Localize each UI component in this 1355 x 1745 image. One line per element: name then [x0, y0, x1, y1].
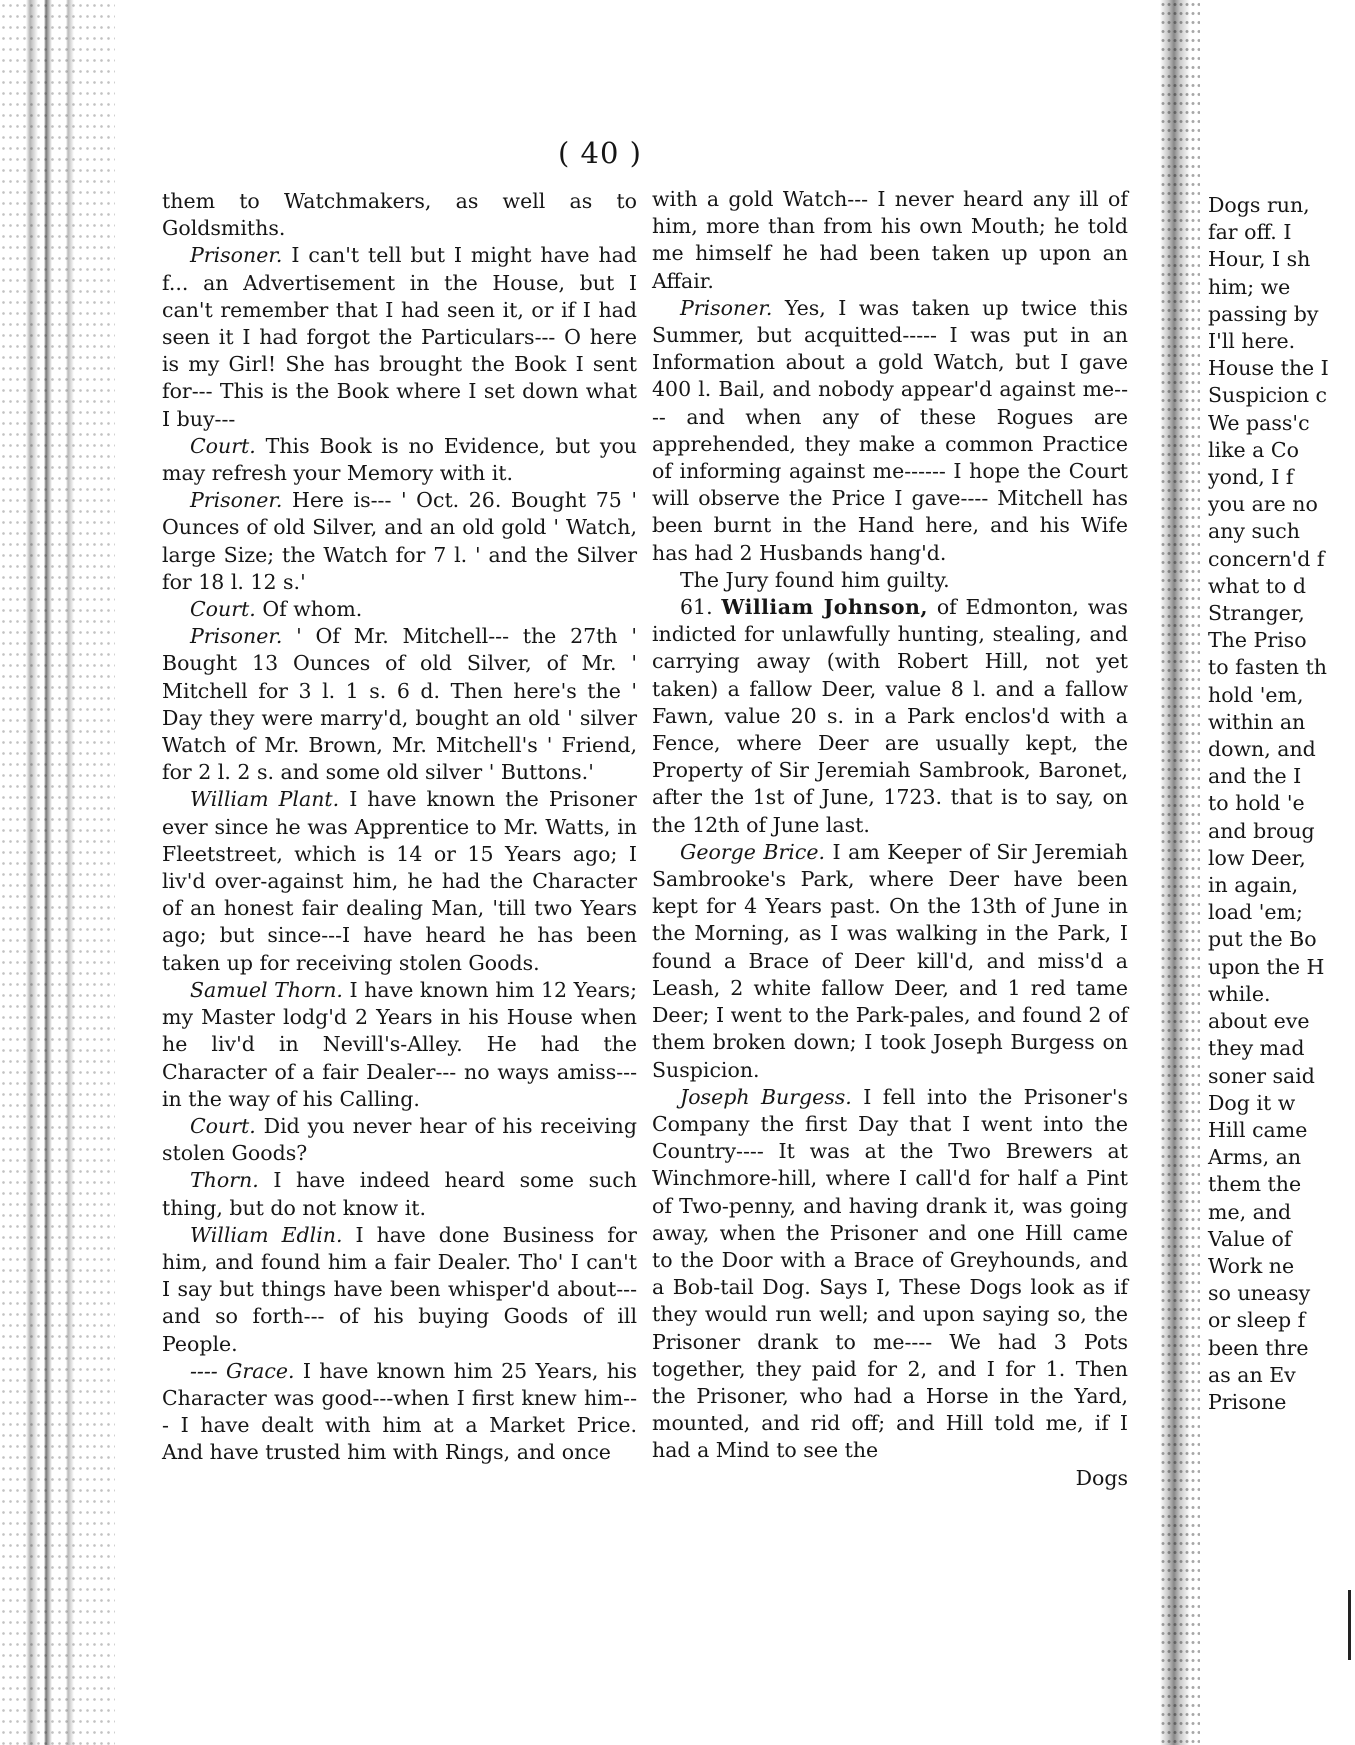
text-line: load 'em; [1208, 900, 1303, 925]
text-line: and broug [1208, 818, 1315, 843]
paragraph: Prisoner. ' Of Mr. Mitchell--- the 27th ' Bought 13 Ounces of old Silver, of Mr. ' Mitchell for 3 l. 1 s. 6 d. Then here's the ' Day they were marry'd, bought an old ' silver Watch of Mr. Brown, Mr. Mitchell's ' Friend, for 2 l. 2 s. and some old silver ' Buttons.' [162, 624, 637, 785]
text-line: Work ne [1208, 1253, 1295, 1278]
binding-shadow-right [1160, 0, 1200, 1745]
text-line: low Deer, [1208, 845, 1306, 870]
text-line: Suspicion c [1208, 383, 1328, 408]
defendant-name: William Johnson, [721, 595, 929, 620]
text-line: down, and [1208, 737, 1316, 762]
text-line: while. [1208, 981, 1271, 1006]
text-line: in again, [1208, 873, 1299, 898]
text-line: The Priso [1208, 628, 1307, 653]
text-line: Dogs run, [1208, 193, 1310, 217]
text-line: Hour, I sh [1208, 247, 1311, 272]
middle-column [652, 186, 1128, 1492]
case-number: 61. [680, 595, 713, 620]
text-line: within an [1208, 709, 1306, 734]
paragraph: them to Watchmakers, as well as to Goldsmiths. [162, 189, 637, 241]
right-column-fragment [1208, 192, 1355, 1416]
paragraph: Court. This Book is no Evidence, but you may refresh your Memory with it. [162, 433, 637, 486]
text-line: upon the H [1208, 954, 1325, 979]
text-line: concern'd f [1208, 546, 1325, 571]
text-line: House the I [1208, 356, 1329, 381]
speaker-name: William Edlin. [190, 1222, 343, 1247]
text-line: been thre [1208, 1335, 1309, 1360]
text-line: Value of [1208, 1226, 1292, 1251]
text-line: to fasten th [1208, 655, 1327, 680]
text-line: put the Bo [1208, 927, 1317, 952]
text-line: Prisone [1208, 1389, 1287, 1414]
text-line: any such [1208, 519, 1300, 544]
verdict: The Jury found him guilty. [680, 567, 950, 592]
paragraph: William Edlin. I have done Business for him, and found him a fair Dealer. Tho' I can't I say but things have been whisper'd about--- and so forth--- of his buying Goods of ill People. [162, 1222, 637, 1356]
speaker-name: Samuel Thorn. [190, 977, 343, 1002]
speaker-name: Prisoner. [190, 488, 283, 513]
text-line: far off. I [1208, 220, 1292, 245]
text-line: passing by [1208, 301, 1319, 326]
speaker-name: Thorn. [190, 1168, 259, 1193]
speaker-name: Court. [190, 433, 256, 458]
speaker-name: George Brice. [680, 839, 825, 864]
text-line: soner said [1208, 1063, 1315, 1088]
text-line: you are no [1208, 492, 1318, 517]
text-line: so uneasy [1208, 1281, 1311, 1306]
speaker-name: Court. [190, 1113, 256, 1138]
indictment-paragraph: 61. William Johnson, of Edmonton, was indicted for unlawfully hunting, stealing, and carrying away (with Robert Hill, not yet taken) a fallow Deer, value 8 l. and a fallow Fawn, value 20 s. in a Park enclos'd with a Fence, where Deer are usually kept, the Property of Sir Jeremiah Sambrook, Baronet, after the 1st of June, 1723. that is to say, on the 12th of June last. [652, 595, 1128, 837]
text-line: yond, I f [1208, 465, 1294, 490]
text-line: Stranger, [1208, 601, 1305, 626]
paragraph: with a gold Watch--- I never heard any ill of him, more than from his own Mouth; he told me himself he had been taken up upon an Affair. [652, 187, 1128, 293]
speaker-name: ---- Grace. [190, 1358, 295, 1383]
speaker-name: Court. [190, 597, 256, 622]
edge-mark [1348, 1590, 1351, 1660]
paragraph: Thorn. I have indeed heard some such thing, but do not know it. [162, 1168, 637, 1220]
text-line: We pass'c [1208, 410, 1310, 435]
text-line: about eve [1208, 1009, 1310, 1034]
text-line: Dog it w [1208, 1090, 1296, 1115]
speaker-name: Joseph Burgess. [680, 1084, 852, 1109]
text-line: him; we [1208, 274, 1291, 299]
text-line: they mad [1208, 1036, 1305, 1061]
left-column [162, 188, 637, 1467]
catchword: Dogs [1075, 1465, 1128, 1490]
paragraph: ---- Grace. I have known him 25 Years, his Character was good---when I first knew him--- I have dealt with him at a Market Price. And have trusted him with Rings, and once [162, 1358, 637, 1465]
paragraph: Court. Did you never hear of his receiving stolen Goods? [162, 1113, 637, 1166]
text-line: what to d [1208, 573, 1306, 598]
text-line: Arms, an [1208, 1145, 1302, 1170]
page-number: ( 40 ) [558, 136, 642, 170]
speaker-name: Prisoner. [190, 624, 283, 649]
text-line: and the I [1208, 764, 1302, 789]
text-line: or sleep f [1208, 1308, 1306, 1333]
paragraph: Prisoner. Yes, I was taken up twice this Summer, but acquitted----- I was put in an Information about a gold Watch, but I gave 400 l. Bail, and nobody appear'd against me---- and when any of these Rogues are apprehended, they make a common Practice of informing against me------ I hope the Court will observe the Price I gave---- Mitchell has been burnt in the Hand here, and his Wife has had 2 Husbands hang'd. [652, 295, 1128, 565]
text-line: I'll here. [1208, 329, 1296, 354]
speaker-name: William Plant. [190, 787, 340, 812]
paragraph: Samuel Thorn. I have known him 12 Years; my Master lodg'd 2 Years in his House when he liv'd in Nevill's-Alley. He had the Character of a fair Dealer--- no ways amiss--- in the way of his Calling. [162, 977, 637, 1111]
speaker-name: Prisoner. [680, 295, 773, 320]
paragraph: Court. Of whom. [190, 597, 363, 622]
binding-shadow-left [0, 0, 115, 1745]
text-line: me, and [1208, 1199, 1292, 1224]
text-line: Hill came [1208, 1117, 1308, 1142]
speaker-name: Prisoner. [190, 243, 283, 268]
paragraph: Prisoner. I can't tell but I might have had f... an Advertisement in the House, but I can't remember that I had seen it, or if I had seen it I had forgot the Particulars--- O here is my Girl! She has brought the Book I sent for--- This is the Book where I set down what I buy--- [162, 243, 637, 431]
paragraph: Joseph Burgess. I fell into the Prisoner's Company the first Day that I went into the Country---- It was at the Two Brewers at Winchmore-hill, where I call'd for half a Pint of Two-penny, and having drank it, was going away, when the Prisoner and one Hill came to the Door with a Brace of Greyhounds, and a Bob-tail Dog. Says I, These Dogs look as if they would run well; and upon saying so, the Prisoner drank to me---- We had 3 Pots together, they paid for 2, and I for 1. Then the Prisoner, who had a Horse in the Yard, mounted, and rid off; and Hill told me, if I had a Mind to see the [652, 1084, 1128, 1463]
text-line: to hold 'e [1208, 791, 1305, 816]
paragraph: William Plant. I have known the Prisoner ever since he was Apprentice to Mr. Watts, in Fleetstreet, which is 14 or 15 Years ago; I liv'd over-against him, he had the Character of an honest fair dealing Man, 'till two Years ago; but since---I have heard he has been taken up for receiving stolen Goods. [162, 787, 637, 975]
paragraph: Prisoner. Here is--- ' Oct. 26. Bought 75 ' Ounces of old Silver, and an old gold ' Watch, large Size; the Watch for 7 l. ' and the Silver for 18 l. 12 s.' [162, 488, 637, 594]
text-line: hold 'em, [1208, 682, 1304, 707]
text-line: them the [1208, 1172, 1302, 1197]
text-line: like a Co [1208, 437, 1299, 462]
text-line: as an Ev [1208, 1362, 1296, 1387]
paragraph: George Brice. I am Keeper of Sir Jeremiah Sambrooke's Park, where Deer have been kept for 4 Years past. On the 13th of June in the Morning, as I was walking in the Park, I found a Brace of Deer kill'd, and miss'd a Leash, 2 white fallow Deer, and 1 red tame Deer; I went to the Park-pales, and found 2 of them broken down; I took Joseph Burgess on Suspicion. [652, 839, 1128, 1082]
